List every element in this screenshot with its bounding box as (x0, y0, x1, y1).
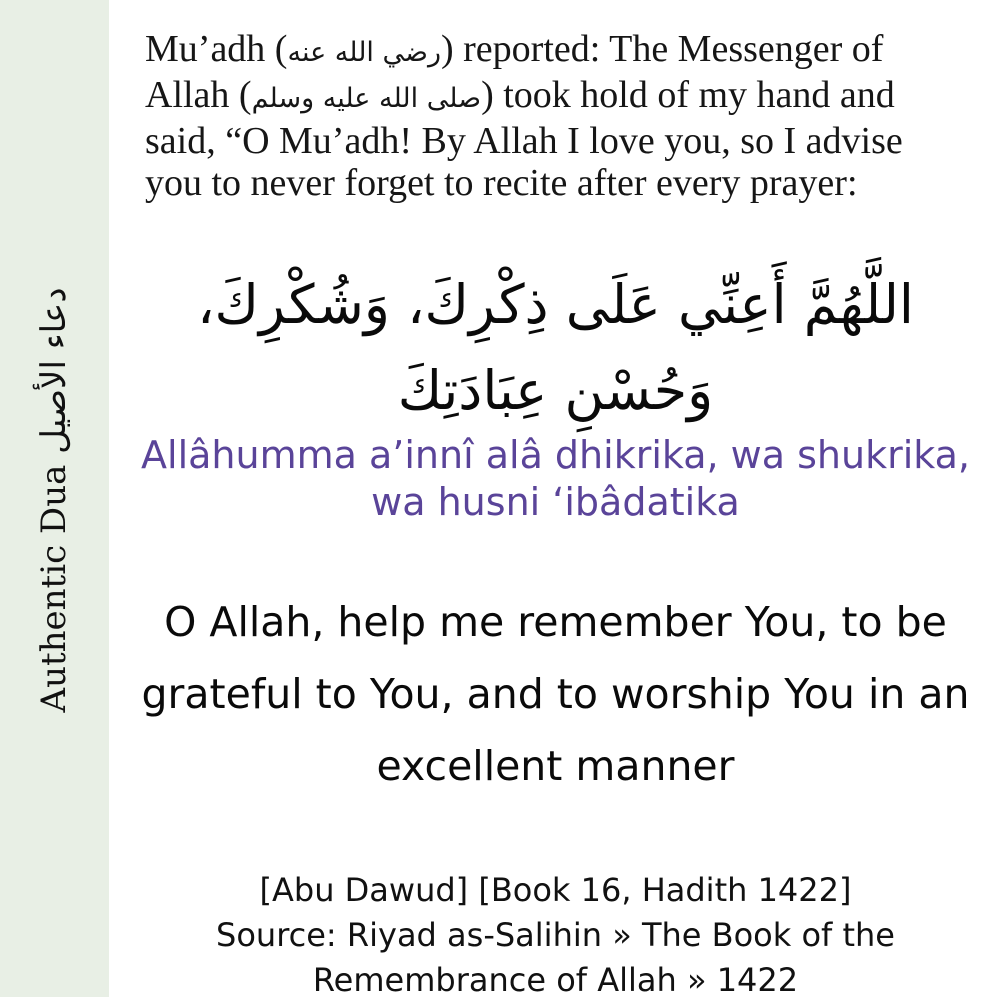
dua-translation: O Allah, help me remember You, to be grateful to You, and to worship You in an excellent manner (141, 598, 970, 790)
honorific-salallahu: صلى الله عليه وسلم (251, 83, 482, 114)
intro-part-3: ) took hold of my hand and said, “O Mu’adh! By Allah I love you, so I advise you to never forget to recite after every prayer: (145, 74, 903, 204)
side-title: Authentic Dua دعاء الأصيل (34, 287, 74, 713)
hadith-reference: [Abu Dawud] [Book 16, Hadith 1422] (259, 871, 852, 909)
dua-transliteration: Allâhumma a’innî alâ dhikrika, wa shukrika, wa husni ‘ibâdatika (141, 433, 970, 524)
intro-part-2: ) reported: The Messenger of Allah ( (145, 28, 884, 116)
honorific-radiallahu: رضي الله عنه (287, 37, 441, 68)
intro-text (145, 28, 965, 204)
dua-arabic: اللَّهُمَّ أَعِنِّي عَلَى ذِكْرِكَ، وَشُكْرِكَ، وَحُسْنِ عِبَادَتِكَ (197, 273, 914, 422)
source-line: Source: Riyad as-Salihin » The Book of the Remembrance of Allah » 1422 (216, 916, 895, 999)
intro-part-1: Mu’adh ( (145, 28, 288, 70)
side-band (0, 0, 109, 997)
source-block (118, 868, 993, 1003)
